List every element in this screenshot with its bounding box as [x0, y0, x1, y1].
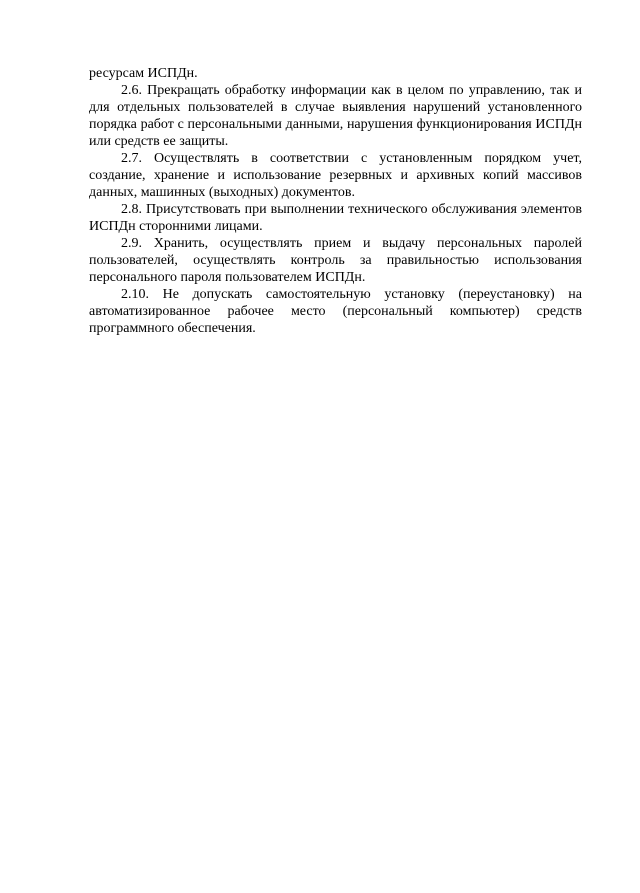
paragraph-2-8: 2.8. Присутствовать при выполнении технического обслуживания элементов ИСПДн сторонними лицами.	[89, 202, 582, 234]
paragraph-2-9: 2.9. Хранить, осуществлять прием и выдачу персональных паролей пользователей, осуществлять контроль за правильностью использования персонального пароля пользователем ИСПДн.	[89, 236, 582, 285]
paragraph-2-6: 2.6. Прекращать обработку информации как в целом по управлению, так и для отдельных пользователей в случае выявления нарушений установленного порядка работ с персональными данными, нарушения функционирования ИСПДн или средств ее защиты.	[89, 83, 582, 149]
document-body	[89, 65, 582, 337]
paragraph-continuation: ресурсам ИСПДн.	[89, 66, 198, 81]
paragraph-2-7: 2.7. Осуществлять в соответствии с установленным порядком учет, создание, хранение и использование резервных и архивных копий массивов данных, машинных (выходных) документов.	[89, 151, 582, 200]
paragraph-2-10: 2.10. Не допускать самостоятельную установку (переустановку) на автоматизированное рабочее место (персональный компьютер) средств программного обеспечения.	[89, 287, 582, 336]
